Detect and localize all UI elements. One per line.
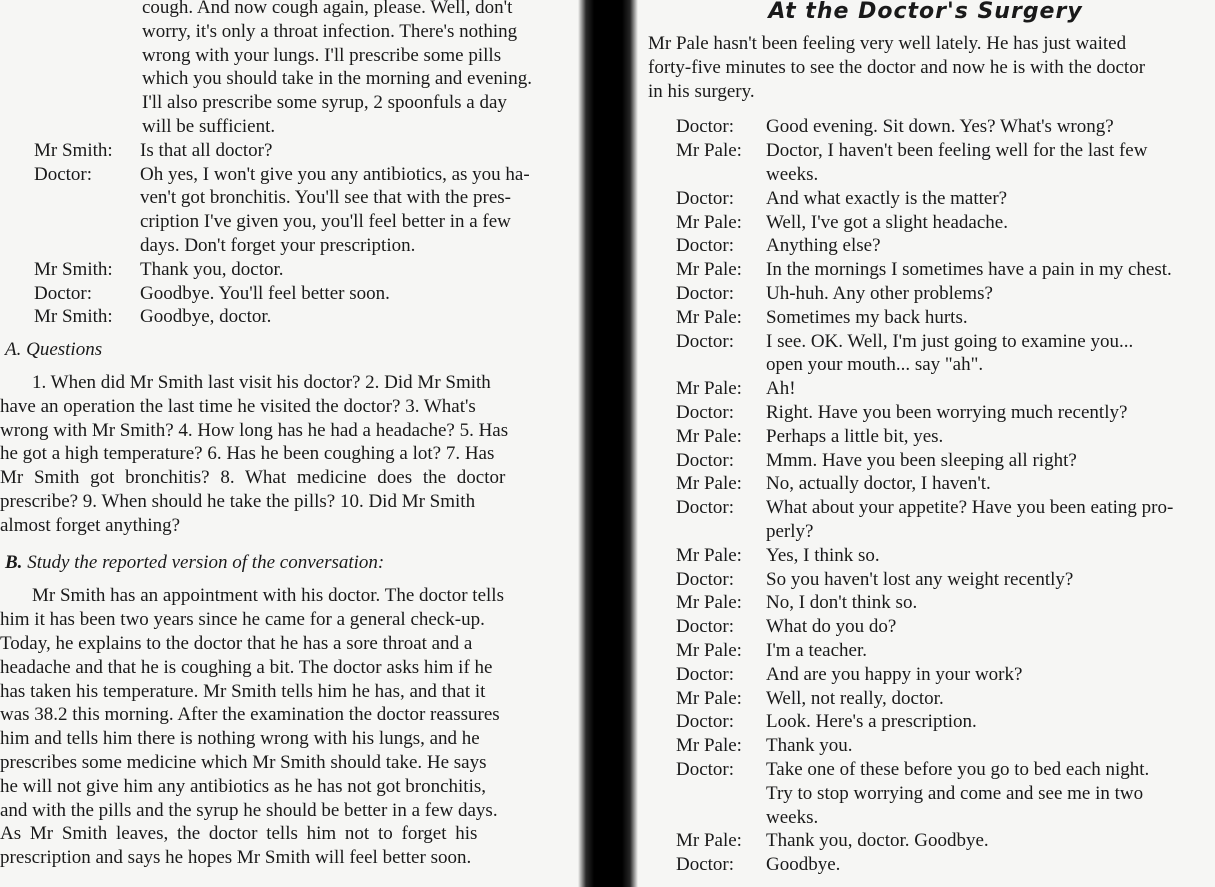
text-line: prescription and says he hopes Mr Smith will feel better soon. (0, 847, 472, 869)
questions-paragraph (0, 371, 585, 538)
text-line: weeks. (766, 163, 819, 185)
speaker-label: Mr Pale: (676, 378, 742, 400)
text-line: So you haven't lost any weight recently? (766, 568, 1074, 590)
dialogue-turn (676, 639, 1215, 663)
text-line: 1. When did Mr Smith last visit his doctor? 2. Did Mr Smith (32, 371, 491, 393)
dialogue-turn (676, 115, 1215, 139)
text-line: Goodbye. (766, 854, 841, 876)
text-line: perly? (766, 520, 814, 542)
dialogue-turn (676, 330, 1215, 378)
text-line: Ah! (766, 378, 796, 400)
speaker-label: Doctor: (676, 330, 735, 352)
text-line: Uh-huh. Any other problems? (766, 282, 993, 304)
dialogue-turn (676, 544, 1215, 568)
text-line: What about your appetite? Have you been eating pro- (766, 497, 1174, 519)
text-line: Thank you, doctor. Goodbye. (766, 830, 989, 852)
dialogue-turn (676, 401, 1215, 425)
text-line: Take one of these before you go to bed each night. (766, 758, 1150, 780)
speaker-label: Mr Smith: (34, 139, 113, 161)
dialogue-turn (676, 615, 1215, 639)
text-line: forty-five minutes to see the doctor and now he is with the doctor (648, 56, 1146, 78)
dialogue-turn (676, 758, 1215, 829)
text-line: Thank you, doctor. (140, 258, 284, 280)
text-line: Oh yes, I won't give you any antibiotics, as you ha- (140, 163, 530, 185)
text-line: Anything else? (766, 235, 881, 257)
text-line: Doctor, I haven't been feeling well for the last few (766, 140, 1148, 162)
dialogue-turn (676, 687, 1215, 711)
section-a-heading: A. Questions (5, 339, 103, 361)
text-line: Good evening. Sit down. Yes? What's wrong? (766, 116, 1114, 138)
dialogue-turn (676, 187, 1215, 211)
text-line: Goodbye. You'll feel better soon. (140, 282, 390, 304)
dialogue-turn (676, 449, 1215, 473)
text-line: ven't got bronchitis. You'll see that with the pres- (140, 187, 511, 209)
dialogue-turn (676, 472, 1215, 496)
left-page (0, 0, 585, 887)
text-line: I see. OK. Well, I'm just going to examine you... (766, 330, 1134, 352)
speaker-label: Doctor: (676, 711, 735, 733)
dialogue-turn (34, 305, 585, 329)
page-gutter-shadow (578, 0, 638, 887)
text-line: As Mr Smith leaves, the doctor tells him not to forget his (0, 823, 478, 845)
right-page (636, 0, 1215, 887)
text-line: and with the pills and the syrup he should be better in a few days. (0, 799, 498, 821)
text-line: will be sufficient. (142, 115, 276, 137)
reported-paragraph (0, 584, 585, 870)
text-line: headache and that he is coughing a bit. The doctor asks him if he (0, 656, 493, 678)
speaker-label: Doctor: (676, 663, 735, 685)
text-line: him it has been two years since he came for a general check-up. (0, 609, 485, 631)
speaker-label: Doctor: (676, 282, 735, 304)
speaker-label: Mr Smith: (34, 306, 113, 328)
text-line: Mr Smith got bronchitis? 8. What medicine does the doctor (0, 467, 506, 489)
intro-paragraph (636, 32, 1215, 103)
text-line: prescribe? 9. When should he take the pills? 10. Did Mr Smith (0, 490, 476, 512)
right-dialogue (636, 115, 1215, 877)
speaker-label: Doctor: (34, 163, 93, 185)
speaker-label: Doctor: (676, 401, 735, 423)
dialogue-turn (676, 568, 1215, 592)
speaker-label: Mr Pale: (676, 639, 742, 661)
text-line: wrong with your lungs. I'll prescribe some pills (142, 44, 502, 66)
speaker-label: Doctor: (676, 854, 735, 876)
text-line: prescribes some medicine which Mr Smith should take. He says (0, 751, 487, 773)
dialogue-turn (676, 306, 1215, 330)
speaker-label: Doctor: (34, 282, 93, 304)
text-line: Well, I've got a slight headache. (766, 211, 1008, 233)
text-line: open your mouth... say "ah". (766, 354, 984, 376)
speaker-label: Mr Pale: (676, 544, 742, 566)
text-line: wrong with Mr Smith? 4. How long has he had a headache? 5. Has (0, 419, 509, 441)
dialogue-turn (676, 853, 1215, 877)
text-line: And what exactly is the matter? (766, 187, 1008, 209)
text-line: I'll also prescribe some syrup, 2 spoonfuls a day (142, 92, 507, 114)
text-line: cough. And now cough again, please. Well, don't (142, 0, 513, 18)
speaker-label: Doctor: (676, 116, 735, 138)
dialogue-turn (34, 139, 585, 163)
continuation-text (0, 0, 585, 139)
text-line: No, I don't think so. (766, 592, 918, 614)
section-b-letter: B. (5, 551, 23, 573)
dialogue-turn (676, 496, 1215, 544)
text-line: Is that all doctor? (140, 139, 273, 161)
text-line: he got a high temperature? 6. Has he been coughing a lot? 7. Has (0, 443, 495, 465)
dialogue-turn (676, 282, 1215, 306)
dialogue-turn (676, 425, 1215, 449)
dialogue-turn (34, 258, 585, 282)
speaker-label: Mr Pale: (676, 211, 742, 233)
text-line: Right. Have you been worrying much recently? (766, 401, 1128, 423)
speaker-label: Doctor: (676, 187, 735, 209)
text-line: was 38.2 this morning. After the examination the doctor reassures (0, 704, 500, 726)
text-line: cription I've given you, you'll feel better in a few (140, 211, 511, 233)
speaker-label: Doctor: (676, 497, 735, 519)
speaker-label: Mr Pale: (676, 735, 742, 757)
speaker-label: Mr Pale: (676, 306, 742, 328)
dialogue-turn (676, 734, 1215, 758)
text-line: has taken his temperature. Mr Smith tells him he has, and that it (0, 680, 486, 702)
dialogue-turn (676, 139, 1215, 187)
text-line: Perhaps a little bit, yes. (766, 425, 944, 447)
text-line: In the mornings I sometimes have a pain in my chest. (766, 259, 1172, 281)
speaker-label: Mr Pale: (676, 425, 742, 447)
text-line: And are you happy in your work? (766, 663, 1023, 685)
text-line: Today, he explains to the doctor that he has a sore throat and a (0, 632, 473, 654)
dialogue-turn (676, 234, 1215, 258)
dialogue-turn (676, 258, 1215, 282)
text-line: he will not give him any antibiotics as he has not got bronchitis, (0, 775, 487, 797)
text-line: Well, not really, doctor. (766, 687, 944, 709)
speaker-label: Mr Pale: (676, 592, 742, 614)
text-line: Yes, I think so. (766, 544, 880, 566)
left-dialogue (0, 139, 585, 329)
text-line: weeks. (766, 806, 819, 828)
text-line: Sometimes my back hurts. (766, 306, 968, 328)
text-line: I'm a teacher. (766, 639, 868, 661)
dialogue-turn (676, 829, 1215, 853)
text-line: Goodbye, doctor. (140, 306, 272, 328)
text-line: which you should take in the morning and evening. (142, 68, 532, 90)
text-line: in his surgery. (648, 80, 755, 102)
text-line: Try to stop worrying and come and see me in two (766, 782, 1144, 804)
text-line: Thank you. (766, 735, 853, 757)
dialogue-turn (34, 163, 585, 258)
section-b-title: Study the reported version of the conversation: (27, 551, 385, 573)
section-b-heading (0, 551, 585, 575)
dialogue-turn (676, 663, 1215, 687)
speaker-label: Mr Smith: (34, 258, 113, 280)
dialogue-turn (676, 710, 1215, 734)
speaker-label: Doctor: (676, 616, 735, 638)
dialogue-turn (676, 377, 1215, 401)
speaker-label: Mr Pale: (676, 140, 742, 162)
text-line: days. Don't forget your prescription. (140, 234, 416, 256)
speaker-label: Mr Pale: (676, 687, 742, 709)
page-title: At the Doctor's Surgery (768, 0, 1083, 24)
text-line: Look. Here's a prescription. (766, 711, 977, 733)
text-line: have an operation the last time he visited the doctor? 3. What's (0, 395, 476, 417)
speaker-label: Mr Pale: (676, 830, 742, 852)
text-line: him and tells him there is nothing wrong with his lungs, and he (0, 728, 480, 750)
speaker-label: Mr Pale: (676, 473, 742, 495)
text-line: Mmm. Have you been sleeping all right? (766, 449, 1077, 471)
dialogue-turn (676, 591, 1215, 615)
speaker-label: Doctor: (676, 568, 735, 590)
dialogue-turn (676, 211, 1215, 235)
speaker-label: Doctor: (676, 449, 735, 471)
text-line: Mr Smith has an appointment with his doctor. The doctor tells (32, 585, 504, 607)
text-line: worry, it's only a throat infection. There's nothing (142, 20, 518, 42)
speaker-label: Doctor: (676, 758, 735, 780)
text-line: almost forget anything? (0, 514, 181, 536)
text-line: What do you do? (766, 616, 897, 638)
speaker-label: Doctor: (676, 235, 735, 257)
text-line: No, actually doctor, I haven't. (766, 473, 991, 495)
speaker-label: Mr Pale: (676, 259, 742, 281)
text-line: Mr Pale hasn't been feeling very well lately. He has just waited (648, 33, 1127, 54)
dialogue-turn (34, 282, 585, 306)
